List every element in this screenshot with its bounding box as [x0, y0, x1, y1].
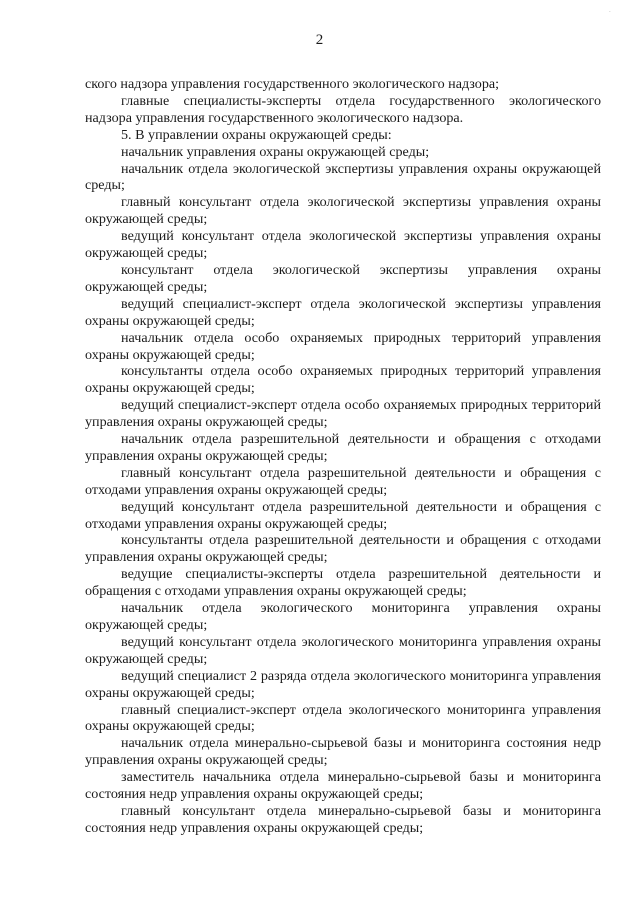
paragraph: главные специалисты-эксперты отдела государственного экологического надзора управления государственного экологического надзора.: [85, 92, 601, 126]
paragraph: начальник отдела особо охраняемых природных территорий управления охраны окружающей среды;: [85, 329, 601, 363]
paragraph: консультанты отдела особо охраняемых природных территорий управления охраны окружающей среды;: [85, 363, 601, 397]
paragraph: ведущий специалист-эксперт отдела особо охраняемых природных территорий управления охраны окружающей среды;: [85, 397, 601, 431]
paragraph: начальник отдела минерально-сырьевой базы и мониторинга состояния недр управления охраны окружающей среды;: [85, 735, 601, 769]
paragraph: ведущий консультант отдела экологического мониторинга управления охраны окружающей среды;: [85, 633, 601, 667]
paragraph: ведущий специалист 2 разряда отдела экологического мониторинга управления охраны окружающей среды;: [85, 667, 601, 701]
document-body: [85, 76, 601, 837]
paragraph: главный консультант отдела экологической экспертизы управления охраны окружающей среды;: [85, 194, 601, 228]
paragraph: начальник отдела экологического мониторинга управления охраны окружающей среды;: [85, 600, 601, 633]
paragraph: ведущий консультант отдела разрешительной деятельности и обращения с отходами управления охраны окружающей среды;: [85, 498, 601, 532]
page-number: 2: [315, 32, 324, 48]
paragraph: ведущий консультант отдела экологической экспертизы управления охраны окружающей среды;: [85, 228, 601, 262]
paragraph: 5. В управлении охраны окружающей среды:: [121, 126, 392, 143]
paragraph: начальник отдела экологической экспертизы управления охраны окружающей среды;: [85, 160, 601, 194]
paragraph: ского надзора управления государственного экологического надзора;: [85, 76, 500, 92]
paragraph: консультант отдела экологической экспертизы управления охраны окружающей среды;: [85, 261, 601, 295]
paragraph: заместитель начальника отдела минерально-сырьевой базы и мониторинга состояния недр управления охраны окружающей среды;: [85, 769, 601, 803]
paragraph: ведущие специалисты-эксперты отдела разрешительной деятельности и обращения с отходами управления охраны окружающей среды;: [85, 566, 601, 600]
paragraph: главный консультант отдела разрешительной деятельности и обращения с отходами управления охраны окружающей среды;: [85, 464, 601, 498]
paragraph: ведущий специалист-эксперт отдела экологической экспертизы управления охраны окружающей среды;: [85, 295, 601, 329]
paragraph: начальник управления охраны окружающей среды;: [121, 143, 430, 160]
scan-artifact-mark: ·: [608, 8, 611, 16]
paragraph: консультанты отдела разрешительной деятельности и обращения с отходами управления охраны окружающей среды;: [85, 532, 601, 566]
paragraph: главный специалист-эксперт отдела экологического мониторинга управления охраны окружающей среды;: [85, 701, 601, 735]
paragraph: начальник отдела разрешительной деятельности и обращения с отходами управления охраны окружающей среды;: [85, 431, 601, 464]
paragraph: главный консультант отдела минерально-сырьевой базы и мониторинга состояния недр управления охраны окружающей среды;: [85, 802, 601, 836]
